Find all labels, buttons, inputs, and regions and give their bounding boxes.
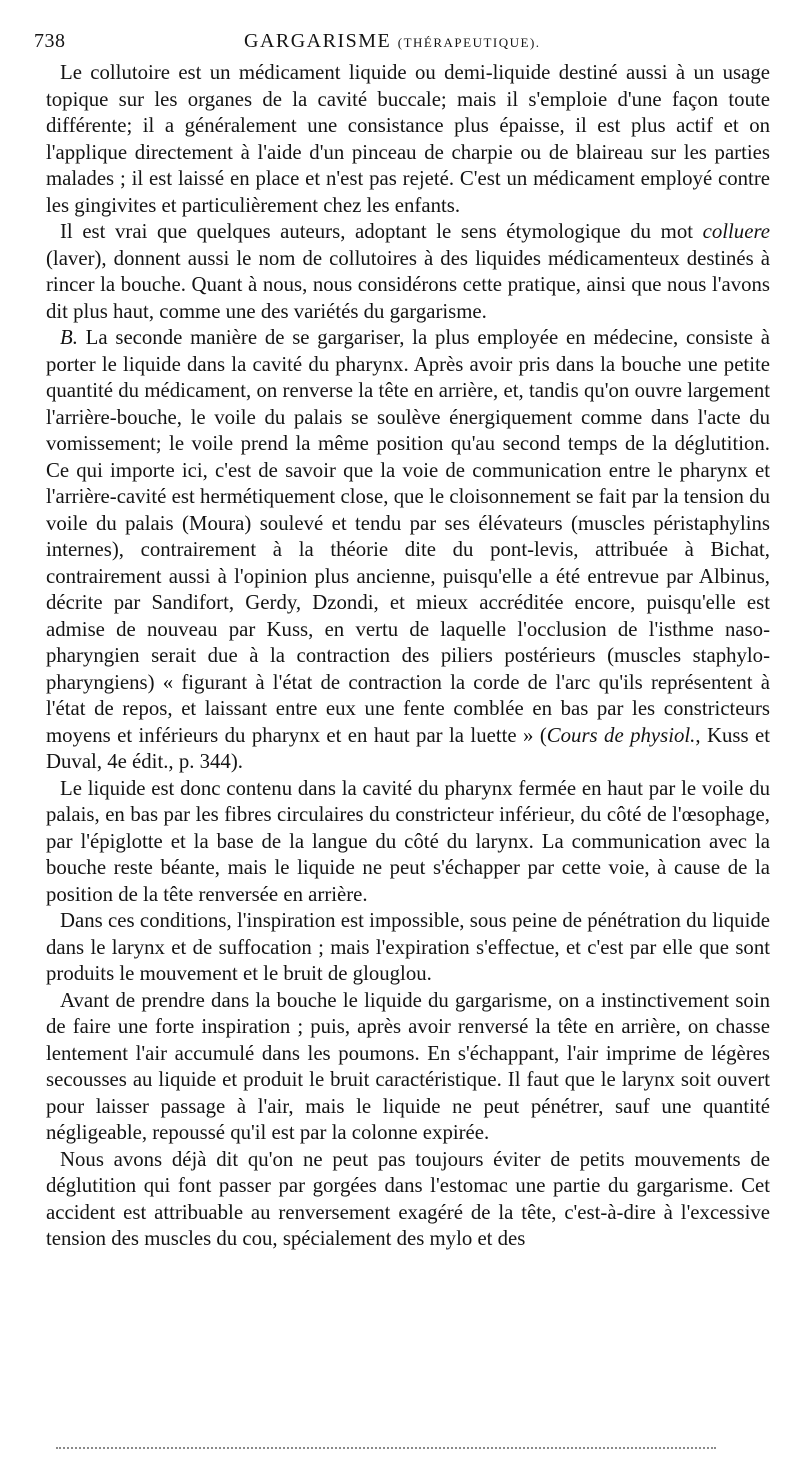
- paragraph-text: Dans ces conditions, l'inspiration est impossible, sous peine de pénétration du liquide dans le larynx et de suffocation ; mais l'expiration s'effectue, et c'est par elle que sont produits le mouvement et le bruit de glouglou.: [46, 909, 770, 985]
- footer-rule: [56, 1447, 716, 1449]
- paragraph-text: La seconde manière de se gargariser, la plus employée en médecine, consiste à porter le liquide dans la cavité du pharynx. Après avoir pris dans la bouche une petite quantité du médicament, on renverse la tête en arrière, et, tandis qu'on ouvre largement l'arrière-bouche, le voile du palais se soulève énergiquement comme dans l'acte du vomissement; le voile prend la même position qu'au second temps de la déglutition. Ce qui importe ici, c'est de savoir que la voie de communication entre le pharynx et l'arrière-cavité est hermétiquement close, que le cloisonnement se fait par la tension du voile du palais (Moura) soulevé et tendu par ses élévateurs (muscles péristaphylins internes), contrairement à la théorie dite du pont-levis, attribuée à Bichat, contrairement aussi à l'opinion plus ancienne, puisqu'elle a été entrevue par Albinus, décrite par Sandifort, Gerdy, Dzondi, et mieux accréditée encore, puisqu'elle est admise de nouveau par Kuss, en vertu de laquelle l'occlusion de l'isthme naso-pharyngien serait due à la contraction des piliers postérieurs (muscles staphylo-pharyngiens) « figurant à l'état de contraction la corde de l'arc qu'ils représentent à l'état de repos, et laissant entre eux une fente comblée en bas par les constricteurs moyens et inférieurs du pharynx et en haut par la luette » (: [46, 326, 770, 747]
- italic-text: Cours de physiol.: [546, 723, 696, 747]
- paragraph-text: Nous avons déjà dit qu'on ne peut pas toujours éviter de petits mouvements de déglutition qui font passer par gorgées dans l'estomac une partie du gargarisme. Cet accident est attribuable au renversement exagéré de la tête, c'est-à-dire à l'excessive tension des muscles du cou, spécialement des mylo et des: [46, 1147, 770, 1250]
- paragraph-text: Il est vrai que quelques auteurs, adoptant le sens étymologique du mot: [60, 220, 703, 243]
- italic-text: colluere: [702, 220, 770, 243]
- body-text: [46, 60, 770, 1253]
- paragraph-text: Le collutoire est un médicament liquide ou demi-liquide destiné aussi à un usage topique sur les organes de la cavité buccale; mais il s'emploie d'une façon toute différente; il a généralement une consistance plus épaisse, il est plus actif et on l'applique directement à l'aide d'un pinceau de charpie ou de blaireau sur les parties malades ; il est laissé en place et n'est pas rejeté. C'est un médicament employé contre les gingivites et particulièrement chez les enfants.: [46, 61, 770, 217]
- running-title-main: GARGARISME: [244, 30, 392, 52]
- paragraph: [46, 60, 770, 219]
- paragraph-text: (laver), donnent aussi le nom de collutoires à des liquides médicamenteux destinés à rincer la bouche. Quant à nous, nous considérons cette pratique, ainsi que nous l'avons dit plus haut, comme une des variétés du gargarisme.: [46, 246, 770, 323]
- italic-text: B.: [60, 326, 78, 349]
- page-number: 738: [34, 30, 66, 52]
- paragraph-text: , Kuss et Duval, 4e édit., p. 344).: [46, 723, 770, 773]
- paragraph: [46, 776, 770, 909]
- paragraph-text: Avant de prendre dans la bouche le liquide du gargarisme, on a instinctivement soin de faire une forte inspiration ; puis, après avoir renversé la tête en arrière, on chasse lentement l'air accumulé dans les poumons. En s'échappant, l'air imprime de légères secousses au liquide et produit le bruit caractéristique. Il faut que le larynx soit ouvert pour laisser passage à l'air, mais le liquide ne peut pénétrer, sauf une quantité négligeable, repoussé qu'il est par la colonne expirée.: [46, 988, 770, 1144]
- running-header: [34, 28, 770, 60]
- paragraph: [46, 988, 770, 1147]
- running-title: [244, 30, 541, 53]
- paragraph-text: Le liquide est donc contenu dans la cavité du pharynx fermée en haut par le voile du palais, en bas par les fibres circulaires du constricteur inférieur, du côté de l'œsophage, par l'épiglotte et la base de la langue du côté du larynx. La communication avec la bouche reste béante, mais le liquide ne peut s'échapper par cette voie, à cause de la position de la tête renversée en arrière.: [46, 776, 770, 906]
- paragraph: [46, 219, 770, 325]
- running-title-sub: (THÉRAPEUTIQUE).: [397, 35, 541, 50]
- paragraph: [46, 1147, 770, 1253]
- paragraph: [46, 325, 770, 776]
- paragraph: [46, 908, 770, 988]
